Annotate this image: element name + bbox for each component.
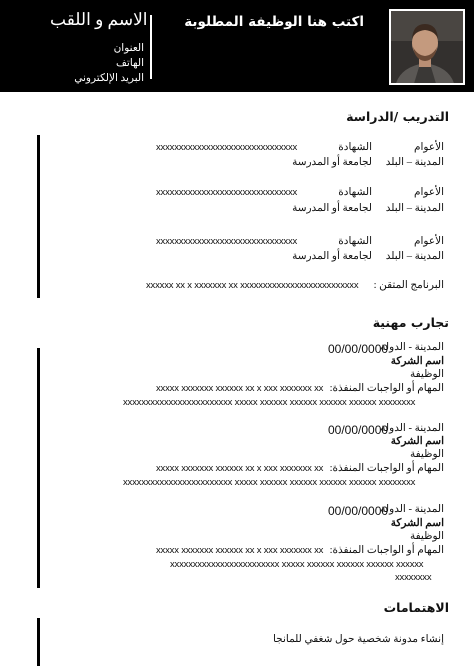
education-school: لجامعة أو المدرسة bbox=[292, 203, 372, 214]
interests-section-title: الاهتمامات bbox=[383, 600, 449, 615]
experience-company: اسم الشركة bbox=[390, 356, 444, 367]
education-city-label: المدينة – البلد bbox=[385, 203, 444, 214]
email-label: البريد الإلكتروني bbox=[74, 73, 144, 84]
education-degree-label: الشهادة bbox=[338, 187, 372, 198]
experience-company: اسم الشركة bbox=[390, 518, 444, 529]
education-section-title: التدريب /الدراسة bbox=[346, 109, 449, 124]
header-banner bbox=[0, 0, 474, 92]
education-years-label: الأعوام bbox=[413, 187, 444, 198]
phone-label: الهاتف bbox=[116, 58, 144, 69]
software-label: البرنامج المتقن : bbox=[373, 280, 444, 291]
experience-tasks-label: المهام أو الواجبات المنفذة: bbox=[329, 463, 444, 474]
experience-company: اسم الشركة bbox=[390, 436, 444, 447]
software-value: xxxxxx xx x xxxxxxx xx xxxxxxxxxxxxxxxxxxxxxxxxxx bbox=[146, 280, 359, 291]
header-divider bbox=[150, 15, 152, 79]
job-title: اكتب هنا الوظيفة المطلوبة bbox=[184, 14, 364, 30]
education-city-label: المدينة – البلد bbox=[385, 157, 444, 168]
experience-task-line: xxxxxxxxxxxxxxxxxxxxxxxx xxxxx xxxxxx xxxxxx xxxxxx xxxxxx xxxxxxxx bbox=[123, 477, 416, 488]
education-school: لجامعة أو المدرسة bbox=[292, 157, 372, 168]
experience-task-line: xxxxx xxxxxxx xxxxxx xx x xxx xxxxxxx xx bbox=[156, 545, 324, 556]
profile-photo bbox=[389, 9, 465, 85]
education-school: لجامعة أو المدرسة bbox=[292, 251, 372, 262]
experience-location: المدينة - الدولة bbox=[380, 342, 444, 353]
interest-item: إنشاء مدونة شخصية حول شغفي للمانجا bbox=[272, 634, 444, 645]
experience-date: 00/00/0000 bbox=[328, 423, 389, 437]
person-photo-icon bbox=[389, 11, 463, 85]
education-years-label: الأعوام bbox=[413, 142, 444, 153]
education-degree-value: xxxxxxxxxxxxxxxxxxxxxxxxxxxxxxx bbox=[156, 236, 298, 247]
experience-date: 00/00/0000 bbox=[328, 504, 389, 518]
experience-job: الوظيفة bbox=[409, 531, 444, 542]
experience-location: المدينة - الدولة bbox=[380, 423, 444, 434]
education-degree-label: الشهادة bbox=[338, 236, 372, 247]
education-degree-label: الشهادة bbox=[338, 142, 372, 153]
address-label: العنوان bbox=[113, 43, 144, 54]
education-vertical-rule bbox=[37, 135, 40, 298]
education-degree-value: xxxxxxxxxxxxxxxxxxxxxxxxxxxxxxx bbox=[156, 187, 298, 198]
experience-task-line: xxxxxxxxxxxxxxxxxxxxxxxx xxxxx xxxxxx xxxxxx xxxxxx xxxxxx xxxxxxxx bbox=[123, 397, 416, 408]
education-city-label: المدينة – البلد bbox=[385, 251, 444, 262]
experience-vertical-rule bbox=[37, 348, 40, 588]
experience-task-line: xxxxx xxxxxxx xxxxxx xx x xxx xxxxxxx xx bbox=[156, 383, 324, 394]
experience-tasks-label: المهام أو الواجبات المنفذة: bbox=[329, 545, 444, 556]
education-years-label: الأعوام bbox=[413, 236, 444, 247]
experience-job: الوظيفة bbox=[409, 369, 444, 380]
experience-section-title: تجارب مهنية bbox=[372, 315, 449, 330]
full-name: الاسم و اللقب bbox=[50, 10, 148, 29]
experience-tasks-label: المهام أو الواجبات المنفذة: bbox=[329, 383, 444, 394]
experience-job: الوظيفة bbox=[409, 449, 444, 460]
experience-date: 00/00/0000 bbox=[328, 342, 389, 356]
experience-location: المدينة - الدولة bbox=[380, 504, 444, 515]
experience-task-line: xxxxx xxxxxxx xxxxxx xx x xxx xxxxxxx xx bbox=[156, 463, 324, 474]
experience-task-line: xxxxxxxxxxxxxxxxxxxxxxxx xxxxx xxxxxx xxxxxx xxxxxx xxxxxx bbox=[170, 559, 424, 570]
experience-task-line: xxxxxxxx bbox=[395, 572, 432, 583]
interests-vertical-rule bbox=[37, 618, 40, 666]
education-degree-value: xxxxxxxxxxxxxxxxxxxxxxxxxxxxxxx bbox=[156, 142, 298, 153]
